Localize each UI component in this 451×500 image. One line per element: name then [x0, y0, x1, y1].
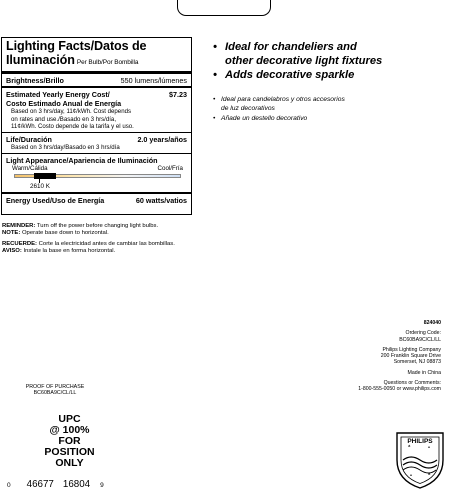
feature-item: • Adds decorative sparkle: [213, 69, 355, 82]
company-info: 824040 Ordering Code: BC60BA9C/CL/LL Philips Lighting Company 200 Franklin Square Drive Somerset, NJ 08873 Made in China Questions or Comments: 1-800-555-0050 or www.philips.com: [281, 320, 441, 393]
feature-list-english: [213, 40, 443, 83]
brand-name: PHILIPS: [407, 438, 433, 445]
lighting-facts-panel: [1, 37, 192, 215]
philips-shield-icon: [394, 430, 446, 490]
feature-item-continued: other decorative light fixtures: [225, 55, 383, 68]
proof-of-purchase: PROOF OF PURCHASE BC60BA9C/CL/LL: [25, 384, 85, 397]
kelvin-value: 2610 K: [30, 182, 50, 190]
energy-value: 60 watts/vatios: [135, 196, 187, 206]
contact-info: 1-800-555-0050 or www.philips.com: [358, 386, 441, 393]
cost-section: Estimated Yearly Energy Cost/ $7.23 Costo Estimado Anual de Energía Based on 3 hrs/day, 11¢/kWh. Cost depends on rates and use./Basado en 3 hrs/día, 11¢/kWh. Costo depende de la tarifa y el uso.: [6, 90, 187, 131]
appearance-section: Light Appearance/Apariencia de Iluminación Warm/Cálida Cool/Fría 2610 K: [6, 154, 187, 192]
bullet-icon: •: [213, 96, 216, 103]
brightness-row: Brightness/Brillo 550 lumens/lúmenes: [6, 75, 187, 85]
feature-item-continued: de luz decorativos: [221, 104, 275, 112]
warm-label: Warm/Cálida: [12, 164, 48, 172]
per-bulb-label: Per Bulb/Por Bombilla: [76, 58, 139, 66]
temperature-marker: [34, 173, 56, 179]
safety-reminders: REMINDER: Turn off the power before changing light bulbs. NOTE: Operate base down to horizontal. RECUERDE: Corte la electricidad antes de cambiar las bombillas. AVISO: Instale la base en forma horizontal.: [2, 223, 175, 254]
cool-label: Cool/Fría: [157, 164, 183, 172]
barcode-number: 0 46677 16804 9: [7, 479, 104, 490]
color-temperature-scale: [6, 165, 187, 192]
item-number: 824040: [423, 320, 441, 326]
feature-item: • Ideal para candelabros y otros accesorios: [213, 96, 345, 103]
bullet-icon: •: [213, 41, 217, 53]
life-value: 2.0 years/años: [137, 134, 187, 144]
feature-list-spanish: [213, 96, 443, 125]
upc-placeholder: UPC @ 100% FOR POSITION ONLY: [44, 413, 95, 469]
hang-tab-cutout: [177, 0, 271, 16]
philips-shield-logo: [394, 430, 446, 495]
bullet-icon: •: [213, 69, 217, 82]
ordering-code: BC60BA9C/CL/LL: [399, 336, 441, 343]
feature-item: • Ideal for chandeliers and: [213, 41, 357, 53]
bullet-icon: •: [213, 115, 216, 123]
cost-value: $7.23: [169, 90, 187, 100]
life-section: Life/Duración 2.0 years/años Based on 3 hrs/day/Basado en 3 hrs/día: [6, 134, 187, 151]
energy-row: Energy Used/Uso de Energía 60 watts/vatios: [6, 196, 187, 206]
facts-title: Lighting Facts/Datos de Iluminación Per Bulb/Por Bombilla: [6, 39, 147, 67]
feature-item: • Añade un destello decorativo: [213, 115, 308, 123]
